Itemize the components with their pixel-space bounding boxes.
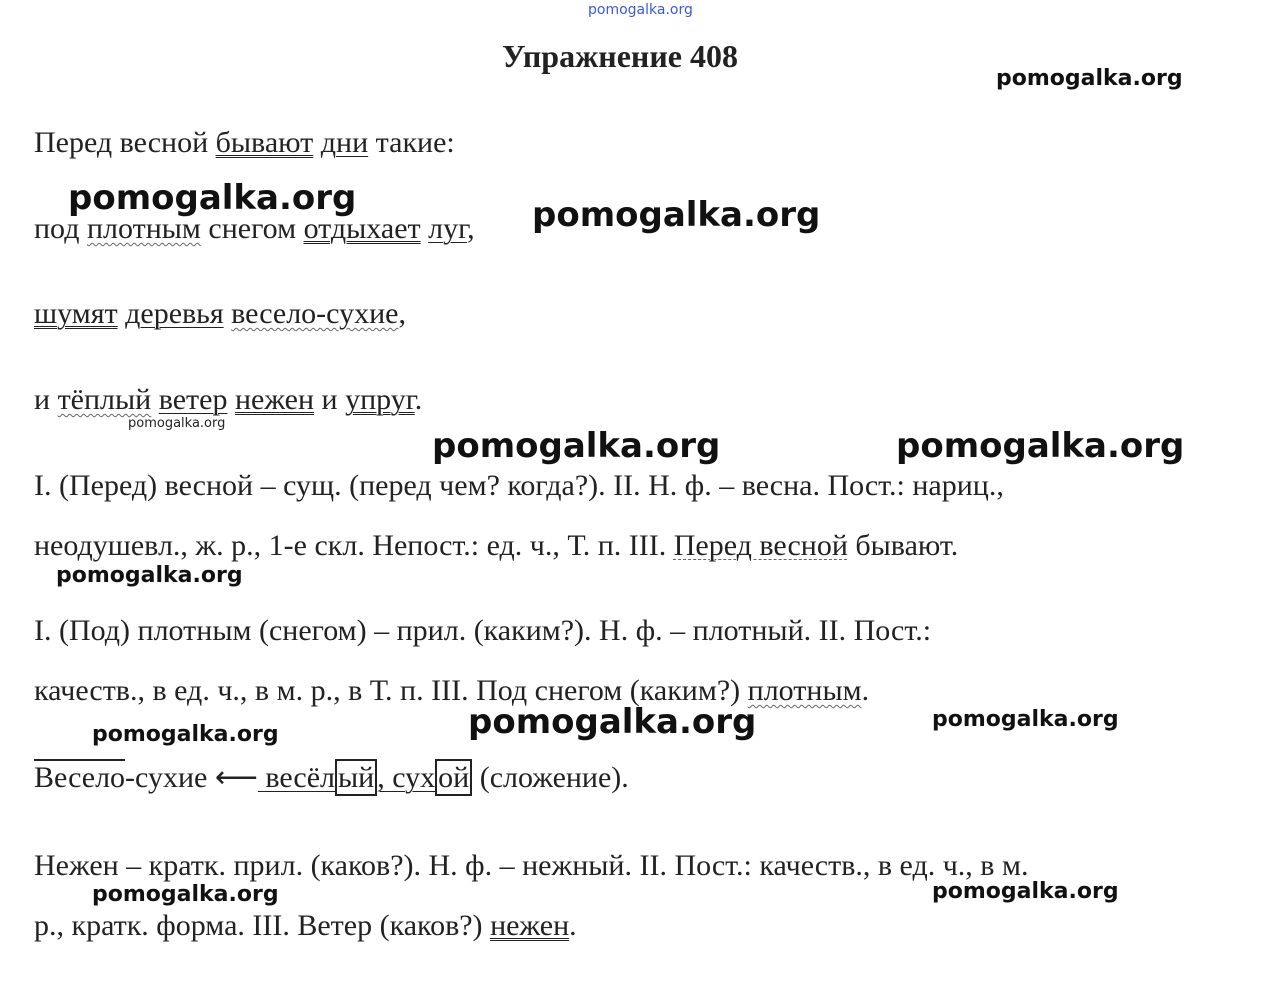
analysis-3-line-2 xyxy=(34,908,577,944)
predicate-word: шумят xyxy=(34,297,118,330)
predicate-word: бывают xyxy=(215,126,314,159)
watermark: pomogalka.org xyxy=(468,702,757,742)
predicate-word: отдыхает xyxy=(303,212,421,245)
adverbial-phrase: Перед весной xyxy=(673,529,848,562)
predicate-word: нежен xyxy=(234,383,315,416)
watermark: pomogalka.org xyxy=(68,178,357,218)
text-segment xyxy=(313,126,321,159)
top-watermark: pomogalka.org xyxy=(588,2,693,18)
analysis-2-line-1: I. (Под) плотным (снегом) – прил. (каким?). Н. ф. – плотный. II. Пост.: xyxy=(34,614,932,647)
analysis-1-line-1: I. (Перед) весной – сущ. (перед чем? когда?). II. Н. ф. – весна. Пост.: нариц., xyxy=(34,469,1004,502)
text-segment: Перед весной xyxy=(34,126,216,159)
word-formation-line xyxy=(34,760,629,796)
watermark: pomogalka.org xyxy=(56,563,243,588)
watermark: pomogalka.org xyxy=(92,882,279,907)
word-root: , сух xyxy=(377,761,436,794)
attribute-word: весело-сухие xyxy=(231,297,399,330)
text-segment xyxy=(118,297,126,330)
text-segment: бывают. xyxy=(847,529,959,562)
subject-word: дни xyxy=(320,126,369,159)
predicate-word: упруг xyxy=(345,383,415,416)
text-segment: р., кратк. форма. III. Ветер (каков?) xyxy=(34,909,491,942)
text-segment: . xyxy=(861,674,870,707)
watermark: pomogalka.org xyxy=(932,707,1119,732)
subject-word: луг xyxy=(428,212,468,245)
poem-line-1 xyxy=(34,125,455,161)
watermark: pomogalka.org xyxy=(128,416,226,431)
attribute-word: плотным xyxy=(747,674,862,707)
text-segment xyxy=(151,383,159,416)
watermark: pomogalka.org xyxy=(932,879,1119,904)
text-segment: и xyxy=(314,383,346,416)
poem-line-4 xyxy=(34,382,422,418)
text-segment: и xyxy=(34,383,58,416)
text-segment: . xyxy=(414,383,423,416)
text-segment: -сухие xyxy=(125,761,215,794)
text-segment xyxy=(227,383,235,416)
watermark: pomogalka.org xyxy=(996,66,1183,91)
text-segment: снегом xyxy=(200,212,304,245)
text-segment: неодушевл., ж. р., 1-е скл. Непост.: ед. ч., Т. п. III. xyxy=(34,529,674,562)
page-title: Упражнение 408 xyxy=(501,38,738,74)
ending-box: ый xyxy=(335,759,377,796)
analysis-1-line-2 xyxy=(34,528,958,564)
watermark: pomogalka.org xyxy=(432,426,721,466)
text-segment: . xyxy=(569,909,577,942)
ending-box: ой xyxy=(435,759,472,796)
text-segment: , xyxy=(398,297,406,330)
word-root: весёл xyxy=(257,761,335,794)
text-segment: (сложение). xyxy=(472,761,629,794)
attribute-word: тёплый xyxy=(57,383,152,416)
word-root: Весел xyxy=(34,761,111,794)
subject-word: деревья xyxy=(125,297,224,330)
text-segment: , xyxy=(467,212,475,245)
subject-word: ветер xyxy=(158,383,228,416)
arrow-left-icon: ⟵ xyxy=(214,760,258,795)
analysis-3-line-1: Нежен – кратк. прил. (каков?). Н. ф. – нежный. II. Пост.: качеств., в ед. ч., в м. xyxy=(34,849,1029,882)
watermark: pomogalka.org xyxy=(92,722,279,747)
predicate-word: нежен xyxy=(490,909,570,942)
text-segment: качеств., в ед. ч., в м. р., в Т. п. III. Под снегом (каким?) xyxy=(34,674,748,707)
poem-line-3 xyxy=(34,296,406,332)
attribute-word: плотным xyxy=(86,212,201,245)
text-segment: под xyxy=(34,212,87,245)
text-segment: такие: xyxy=(368,126,455,159)
watermark: pomogalka.org xyxy=(532,195,821,235)
watermark: pomogalka.org xyxy=(896,426,1185,466)
connecting-vowel: о xyxy=(110,761,126,794)
